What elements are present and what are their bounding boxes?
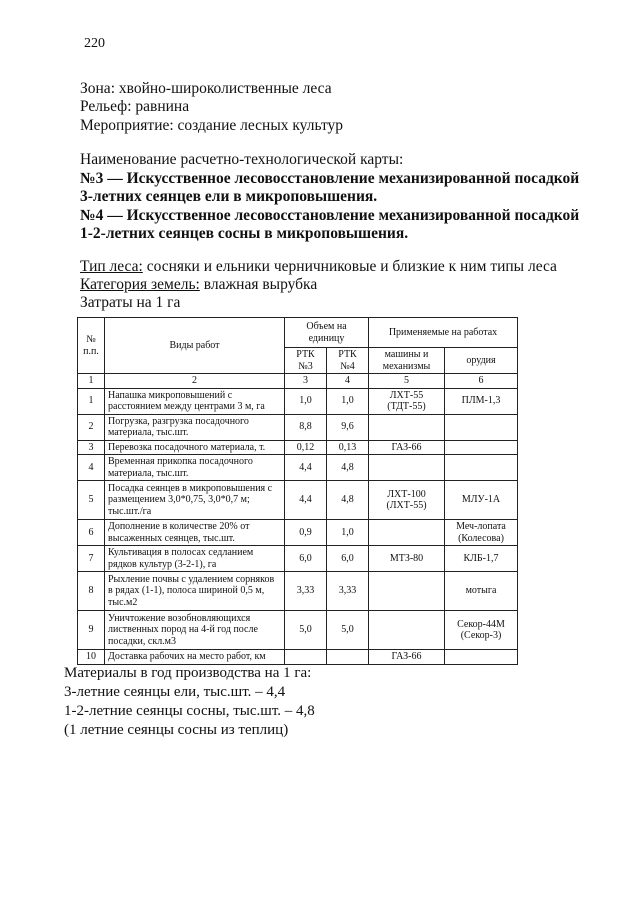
row-number: 9: [78, 611, 105, 650]
works-table: [77, 317, 518, 665]
row-rtk3: 0,12: [285, 440, 327, 455]
row-work: Временная прикопка посадочного материала, тыс.шт.: [105, 455, 285, 481]
row-machines: [369, 455, 445, 481]
row-rtk3: [285, 650, 327, 665]
row-tools: [445, 414, 518, 440]
materials-spruce: 3-летние сеянцы ели, тыс.шт. – 4,4: [64, 684, 286, 700]
row-machines: [369, 611, 445, 650]
card-item3-line1: №3 — Искусственное лесовосстановление механизированной посадкой: [80, 170, 580, 187]
header-tools: орудия: [445, 348, 518, 374]
row-rtk3: 0,9: [285, 520, 327, 546]
column-index: 6: [445, 374, 518, 389]
forest-type-label: Тип леса:: [80, 258, 143, 275]
row-work: Дополнение в количестве 20% от высаженных сеянцев, тыс.шт.: [105, 520, 285, 546]
row-machines: ГАЗ-66: [369, 650, 445, 665]
column-index: 5: [369, 374, 445, 389]
table-row: [78, 650, 518, 665]
row-work: Напашка микроповышений с расстоянием между центрами 3 м, га: [105, 388, 285, 414]
row-number: 2: [78, 414, 105, 440]
row-tools: [445, 440, 518, 455]
row-rtk3: 3,33: [285, 572, 327, 611]
row-rtk4: 1,0: [327, 520, 369, 546]
header-rtk3: РТК №3: [285, 348, 327, 374]
forest-type-value: сосняки и ельники черничниковые и близкие к ним типы леса: [142, 258, 557, 275]
row-tools: МЛУ-1А: [445, 481, 518, 520]
table-row: [78, 481, 518, 520]
materials-note: (1 летние сеянцы сосны из теплиц): [64, 722, 289, 738]
row-tools: [445, 455, 518, 481]
row-machines: [369, 520, 445, 546]
row-number: 10: [78, 650, 105, 665]
row-work: Погрузка, разгрузка посадочного материала, тыс.шт.: [105, 414, 285, 440]
table-row: [78, 611, 518, 650]
table-row: [78, 388, 518, 414]
header-applied: Применяемые на работах: [369, 318, 518, 348]
row-machines: МТЗ-80: [369, 546, 445, 572]
header-volume: Объем на единицу: [285, 318, 369, 348]
row-work: Рыхление почвы с удалением сорняков в рядах (1-1), полоса шириной 0,5 м, тыс.м2: [105, 572, 285, 611]
column-index: 4: [327, 374, 369, 389]
row-number: 4: [78, 455, 105, 481]
row-rtk3: 4,4: [285, 481, 327, 520]
row-rtk4: 6,0: [327, 546, 369, 572]
row-rtk3: 8,8: [285, 414, 327, 440]
table-row: [78, 440, 518, 455]
column-index: 2: [105, 374, 285, 389]
row-number: 3: [78, 440, 105, 455]
row-rtk3: 4,4: [285, 455, 327, 481]
row-work: Посадка сеянцев в микроповышения с размещением 3,0*0,75, 3,0*0,7 м; тыс.шт./га: [105, 481, 285, 520]
row-rtk3: 6,0: [285, 546, 327, 572]
row-rtk4: 0,13: [327, 440, 369, 455]
row-tools: Секор-44М (Секор-3): [445, 611, 518, 650]
row-tools: КЛБ-1,7: [445, 546, 518, 572]
row-tools: мотыга: [445, 572, 518, 611]
column-index: 3: [285, 374, 327, 389]
row-machines: [369, 572, 445, 611]
table-row: [78, 572, 518, 611]
row-number: 6: [78, 520, 105, 546]
header-rtk4: РТК №4: [327, 348, 369, 374]
row-machines: ЛХТ-55 (ТДТ-55): [369, 388, 445, 414]
row-work: Уничтожение возобновляющихся лиственных пород на 4-й год после посадки, скл.м3: [105, 611, 285, 650]
row-rtk4: 9,6: [327, 414, 369, 440]
row-number: 7: [78, 546, 105, 572]
card-item4-line2: 1-2-летних сеянцев сосны в микроповышения.: [80, 225, 409, 242]
row-work: Доставка рабочих на место работ, км: [105, 650, 285, 665]
row-rtk4: 3,33: [327, 572, 369, 611]
forest-type: [80, 258, 557, 276]
relief-line: Рельеф: равнина: [80, 98, 190, 115]
row-tools: [445, 650, 518, 665]
table-row: [78, 414, 518, 440]
land-category: [80, 276, 317, 294]
zone-line: Зона: хвойно-широколиственные леса: [80, 80, 332, 97]
row-work: Перевозка посадочного материала, т.: [105, 440, 285, 455]
header-works: Виды работ: [105, 318, 285, 374]
card-item3-line2: 3-летних сеянцев ели в микроповышения.: [80, 188, 378, 205]
row-number: 8: [78, 572, 105, 611]
row-machines: ЛХТ-100 (ЛХТ-55): [369, 481, 445, 520]
materials-pine: 1-2-летние сеянцы сосны, тыс.шт. – 4,8: [64, 703, 315, 719]
row-rtk4: 1,0: [327, 388, 369, 414]
card-item4-line1: №4 — Искусственное лесовосстановление механизированной посадкой: [80, 207, 580, 224]
table-row: [78, 520, 518, 546]
row-tools: ПЛМ-1,3: [445, 388, 518, 414]
measure-line: Мероприятие: создание лесных культур: [80, 117, 344, 134]
table-row: [78, 455, 518, 481]
land-category-value: влажная вырубка: [199, 276, 318, 293]
table-row: [78, 546, 518, 572]
row-machines: [369, 414, 445, 440]
page-number: 220: [84, 36, 105, 51]
header-number: № п.п.: [78, 318, 105, 374]
row-rtk4: [327, 650, 369, 665]
row-rtk4: 4,8: [327, 455, 369, 481]
row-work: Культивация в полосах седланием рядков культур (3-2-1), га: [105, 546, 285, 572]
row-number: 5: [78, 481, 105, 520]
row-rtk4: 5,0: [327, 611, 369, 650]
row-machines: ГАЗ-66: [369, 440, 445, 455]
row-rtk4: 4,8: [327, 481, 369, 520]
row-rtk3: 1,0: [285, 388, 327, 414]
row-number: 1: [78, 388, 105, 414]
card-title: Наименование расчетно-технологической карты:: [80, 151, 404, 168]
costs-line: Затраты на 1 га: [80, 294, 181, 311]
row-rtk3: 5,0: [285, 611, 327, 650]
row-tools: Меч-лопата (Колесова): [445, 520, 518, 546]
column-index: 1: [78, 374, 105, 389]
land-category-label: Категория земель:: [80, 276, 200, 293]
header-machines: машины и механизмы: [369, 348, 445, 374]
materials-title: Материалы в год производства на 1 га:: [64, 665, 312, 681]
